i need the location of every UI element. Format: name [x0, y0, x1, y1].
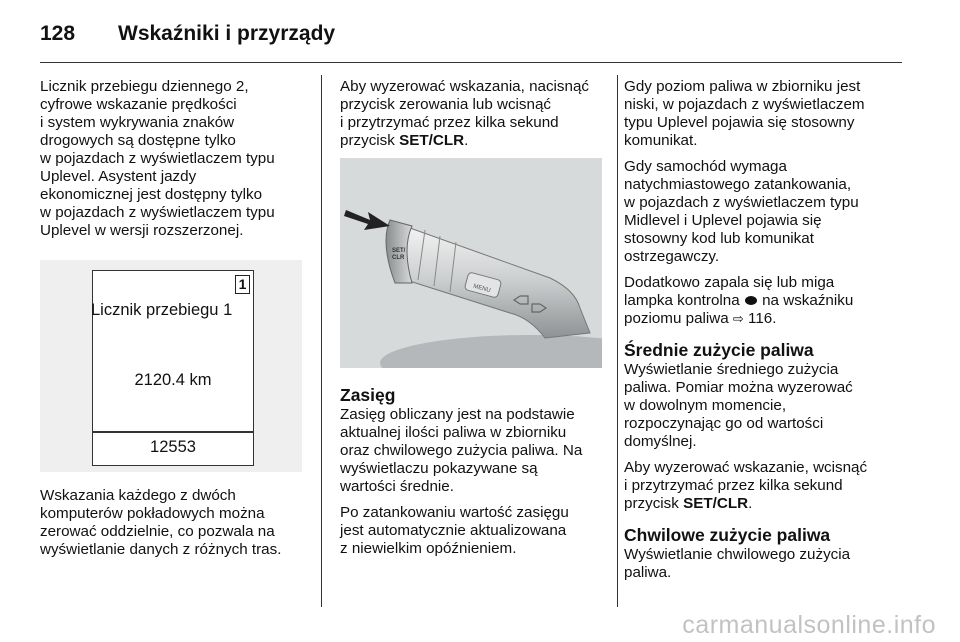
average-paragraph-1: Wyświetlanie średniego zużycia paliwa. Pomiar można wyzerować w dowolnym momencie, rozpoczynając go od wartości domyślnej. — [624, 361, 853, 450]
column-2 — [340, 78, 610, 158]
display-separator — [93, 431, 253, 433]
reset-end: . — [464, 132, 469, 149]
fuel-paragraph-1: Gdy poziom paliwa w zbiorniku jest niski, w pojazdach z wyświetlaczem typu Uplevel pojawia się stosowny komunikat. — [624, 78, 865, 149]
set-clr-label: SET/CLR — [683, 495, 749, 512]
average-paragraph-2: Aby wyzerować wskazanie, wcisnąć i przytrzymać przez kilka sekund przycisk SET/CLR. — [624, 459, 868, 512]
reset-text: Aby wyzerować wskazania, nacisnąć przycisk zerowania lub wcisnąć i przytrzymać przez kilka sekund przycisk — [340, 78, 590, 149]
trip-value: 2120.4 km — [134, 371, 212, 389]
trip-display-figure — [40, 260, 302, 472]
page-title: Wskaźniki i przyrządy — [118, 22, 336, 45]
stalk-set-clr-label: SET/ — [392, 248, 406, 254]
heading-average-consumption: Średnie zużycie paliwa — [624, 340, 814, 360]
column-1 — [40, 78, 308, 248]
column-1-bottom — [40, 487, 308, 567]
page-header — [40, 18, 902, 63]
column-3 — [624, 78, 904, 590]
column-2-bottom — [340, 385, 610, 566]
heading-range: Zasięg — [340, 385, 396, 405]
heading-instant-consumption: Chwilowe zużycie paliwa — [624, 525, 831, 545]
trip-display — [92, 270, 254, 466]
range-paragraph-2: Po zatankowaniu wartość zasięgu jest automatycznie aktualizowana z niewielkim opóźnieniem. — [340, 504, 569, 557]
menu-label: MENU — [472, 283, 492, 295]
instant-paragraph-1: Wyświetlanie chwilowego zużycia paliwa. — [624, 546, 851, 581]
arrow-icon — [344, 210, 390, 230]
stalk-illustration — [340, 158, 602, 368]
outro-paragraph: Wskazania każdego z dwóch komputerów pokładowych można zerować oddzielnie, co pozwala na wyświetlanie danych z różnych tras. — [40, 487, 282, 558]
trip-display-title: Licznik przebiegu 1 — [91, 301, 233, 319]
range-paragraph-1: Zasięg obliczany jest na podstawie aktualnej ilości paliwa w zbiorniku oraz chwilowego zużycia paliwa. Na wyświetlaczu pokazywane są wartości średnie. — [340, 406, 583, 495]
odometer-value: 12553 — [150, 438, 196, 456]
fuel-warning-lamp-icon — [745, 296, 757, 305]
stalk-figure — [340, 158, 602, 368]
column-divider — [321, 75, 322, 607]
page-number: 128 — [40, 22, 76, 45]
page-reference-arrow-icon: ⇨ — [732, 311, 744, 326]
fuel-paragraph-3: Dodatkowo zapala się lub miga lampka kontrolna na wskaźniku poziomu paliwa ⇨ 116. — [624, 274, 854, 327]
watermark: carmanualsonline.info — [682, 611, 936, 639]
intro-paragraph: Licznik przebiegu dziennego 2, cyfrowe wskazanie prędkości i system wykrywania znaków drogowych są dostępne tylko w pojazdach z wyświetlaczem typu Uplevel. Asystent jazdy ekonomicznej jest dostępny tylko w pojazdach z wyświetlaczem typu Uplevel w wersji rozszerzonej. — [40, 78, 275, 239]
trip-number-icon: 1 — [235, 275, 250, 294]
set-clr-label: SET/CLR — [399, 132, 465, 149]
page-reference[interactable]: 116. — [743, 310, 777, 327]
svg-text:CLR: CLR — [392, 255, 405, 261]
reset-paragraph — [340, 78, 610, 150]
column-divider — [617, 75, 618, 607]
fuel-paragraph-2: Gdy samochód wymaga natychmiastowego zatankowania, w pojazdach z wyświetlaczem typu Midlevel i Uplevel pojawia się stosowny kod lub komunikat ostrzegawczy. — [624, 158, 859, 265]
